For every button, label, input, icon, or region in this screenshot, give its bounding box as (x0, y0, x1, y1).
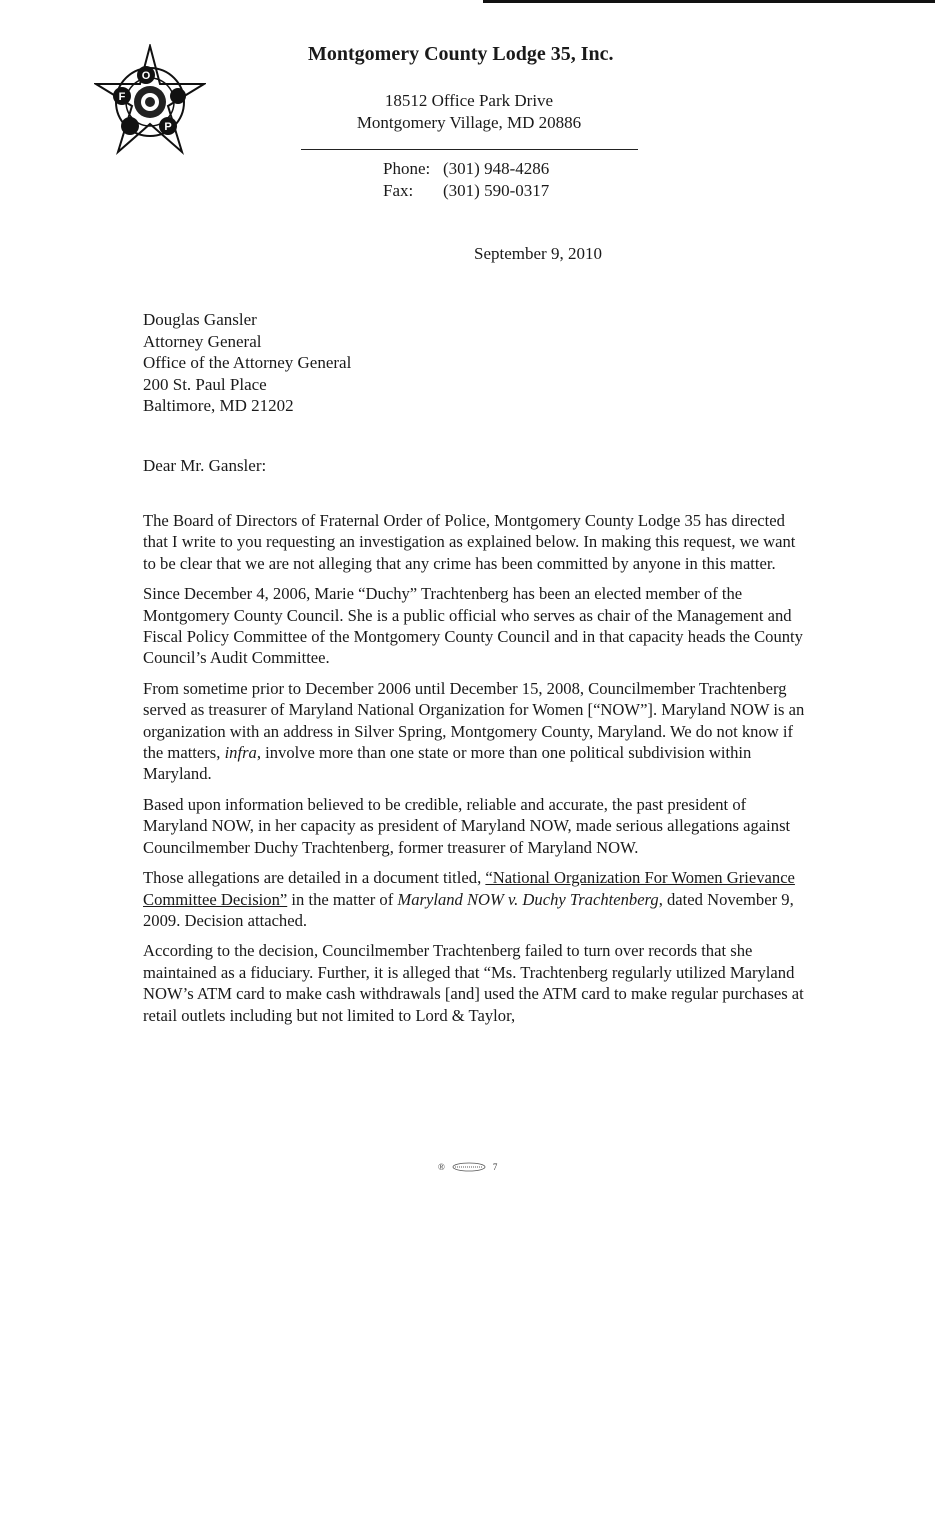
fax-label: Fax: (383, 181, 414, 200)
org-address (300, 90, 638, 134)
union-bug-icon (451, 1162, 487, 1172)
paragraph-5-text-a: Those allegations are detailed in a document titled, (143, 868, 486, 888)
letter-body (143, 510, 808, 1035)
salutation: Dear Mr. Gansler: (143, 456, 267, 475)
letter-date: September 9, 2010 (474, 244, 602, 263)
paragraph-5-text-c: , dated November 9, 2009. Decision attached. (143, 889, 794, 930)
paragraph-5-document-title: “National Organization For Women Grievance Committee Decision” (143, 868, 795, 909)
recipient-name: Douglas Gansler (143, 310, 257, 329)
fop-star-seal-icon (94, 44, 206, 156)
fax-row (383, 180, 549, 202)
phone-row (383, 158, 549, 180)
registered-mark: ® (438, 1162, 445, 1172)
paragraph-3-text-a: From sometime prior to December 2006 until December 15, 2008, Councilmember Trachtenberg served as treasurer of Maryland National Organization for Women [“NOW”]. Maryland NOW is an organization with an address in Silver Spring, Montgomery County, Maryland. We do not know if the matters, (143, 678, 805, 763)
contact-block (383, 158, 549, 202)
paragraph-4: Based upon information believed to be credible, reliable and accurate, the past president of Maryland NOW, in her capacity as president of Maryland NOW, made serious allegations against Councilmember Duchy Trachtenberg, former treasurer of Maryland NOW. (143, 794, 791, 857)
recipient-street: 200 St. Paul Place (143, 374, 267, 394)
logo-letter-p: P (164, 121, 172, 133)
paragraph-5 (143, 867, 808, 931)
logo-letter-f: F (118, 91, 126, 103)
paragraph-3-text-b: , involve more than one state or more than one political subdivision within Maryland. (143, 743, 752, 784)
fax-number: (301) 590-0317 (443, 181, 550, 200)
paragraph-3 (143, 678, 808, 785)
phone-number: (301) 948-4286 (443, 159, 550, 178)
address-line-2: Montgomery Village, MD 20886 (356, 113, 582, 132)
paragraph-3-infra: infra (224, 743, 257, 763)
letterhead-divider (301, 149, 638, 150)
recipient-title: Attorney General (143, 331, 262, 351)
paragraph-6: According to the decision, Councilmember Trachtenberg failed to turn over records that she maintained as a fiduciary. Further, it is alleged that “Ms. Trachtenberg regularly utilized Maryland NOW’s ATM card to make cash withdrawals [and] used the ATM card to make regular purchases at retail outlets including but not limited to Lord & Taylor, (143, 941, 804, 1025)
paragraph-5-text-b: in the matter of (287, 889, 398, 909)
union-bug-mark (438, 1162, 497, 1172)
recipient-office: Office of the Attorney General (143, 353, 352, 372)
recipient-city: Baltimore, MD 21202 (143, 396, 294, 415)
org-name: Montgomery County Lodge 35, Inc. (308, 43, 614, 65)
address-line-1: 18512 Office Park Drive (384, 91, 554, 110)
paragraph-2: Since December 4, 2006, Marie “Duchy” Trachtenberg has been an elected member of the Montgomery County Council. She is a public official who serves as chair of the Management and Fiscal Policy Committee of the Montgomery County Council and in that capacity heads the County Council’s Audit Committee. (143, 584, 803, 668)
paragraph-1: The Board of Directors of Fraternal Order of Police, Montgomery County Lodge 35 has directed that I write to you requesting an investigation as explained below. In making this request, we want to be clear that we are not alleging that any crime has been committed by anyone in this matter. (143, 511, 796, 573)
recipient-block (143, 309, 351, 417)
union-bug-number: 7 (492, 1162, 498, 1172)
phone-label: Phone: (383, 159, 431, 178)
logo-letter-o: O (141, 70, 151, 82)
top-border-rule (483, 0, 935, 3)
paragraph-5-case-name: Maryland NOW v. Duchy Trachtenberg (397, 889, 659, 909)
